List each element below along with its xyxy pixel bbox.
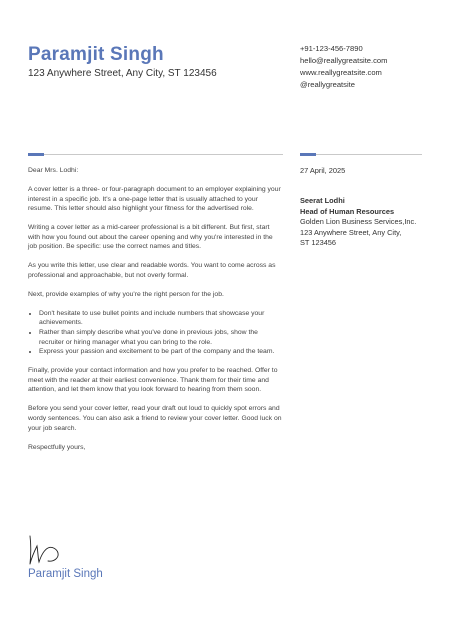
divider-left bbox=[28, 154, 283, 155]
bullet-item: • Rather than simply describe what you've done in previous jobs, show the recruiter or hiring manager what you can bring to the role. bbox=[39, 328, 283, 347]
recipient-region: ST 123456 bbox=[300, 238, 337, 247]
signature-name: Paramjit Singh bbox=[28, 568, 103, 580]
signoff: Respectfully yours, bbox=[28, 443, 86, 451]
paragraph: Writing a cover letter as a mid-career professional is a bit different. But first, start with how you found out about the career opening and why you're interested in the job position. Be specific: use the correct names and titles. bbox=[28, 224, 273, 251]
paragraph: Finally, provide your contact information and how you prefer to be reached. Offer to meet with the reader at their earliest convenience. Thank them for their time and attention, and let them know that you look forward to hearing from them soon. bbox=[28, 367, 278, 394]
salutation: Dear Mrs. Lodhi: bbox=[28, 167, 79, 174]
signature-icon bbox=[26, 532, 86, 568]
bullet-item: • Don't hesitate to use bullet points and include numbers that showcase your achievements. bbox=[39, 309, 283, 328]
accent-bar-right bbox=[300, 153, 316, 156]
paragraph: A cover letter is a three- or four-paragraph document to an employer explaining your interest in a specific job. It's a one-page letter that is usually attached to your resume. This letter should also highlight your fitness for the advertised role. bbox=[28, 185, 281, 213]
recipient-block bbox=[300, 196, 430, 249]
paragraph: As you write this letter, use clear and readable words. You want to come across as professional and approachable, but not overly formal. bbox=[28, 262, 276, 279]
divider-right bbox=[300, 154, 422, 155]
recipient-company: Golden Lion Business Services,Inc. bbox=[300, 217, 417, 226]
email-address: hello@reallygreatsite.com bbox=[300, 56, 388, 65]
website: www.reallygreatsite.com bbox=[300, 68, 382, 77]
recipient-street: 123 Anywhere Street, Any City, bbox=[300, 227, 402, 237]
bullet-list bbox=[28, 309, 283, 357]
social-handle: @reallygreatsite bbox=[300, 80, 355, 89]
letter-body bbox=[28, 166, 283, 462]
sender-address: 123 Anywhere Street, Any City, ST 123456 bbox=[28, 68, 217, 79]
accent-bar-left bbox=[28, 153, 44, 156]
phone-number: +91-123-456-7890 bbox=[300, 44, 363, 53]
paragraph: Before you send your cover letter, read your draft out loud to quickly spot errors and wordy sentences. You can also ask a friend to review your cover letter. Good luck on your job search. bbox=[28, 405, 282, 432]
paragraph: Next, provide examples of why you're the right person for the job. bbox=[28, 290, 224, 298]
sender-name: Paramjit Singh bbox=[28, 44, 164, 65]
contact-block bbox=[300, 43, 387, 91]
recipient-title: Head of Human Resources bbox=[300, 206, 395, 216]
bullet-item: • Express your passion and excitement to be part of the company and the team. bbox=[39, 347, 283, 357]
letter-date: 27 April, 2025 bbox=[300, 166, 346, 175]
recipient-name: Seerat Lodhi bbox=[300, 196, 345, 205]
